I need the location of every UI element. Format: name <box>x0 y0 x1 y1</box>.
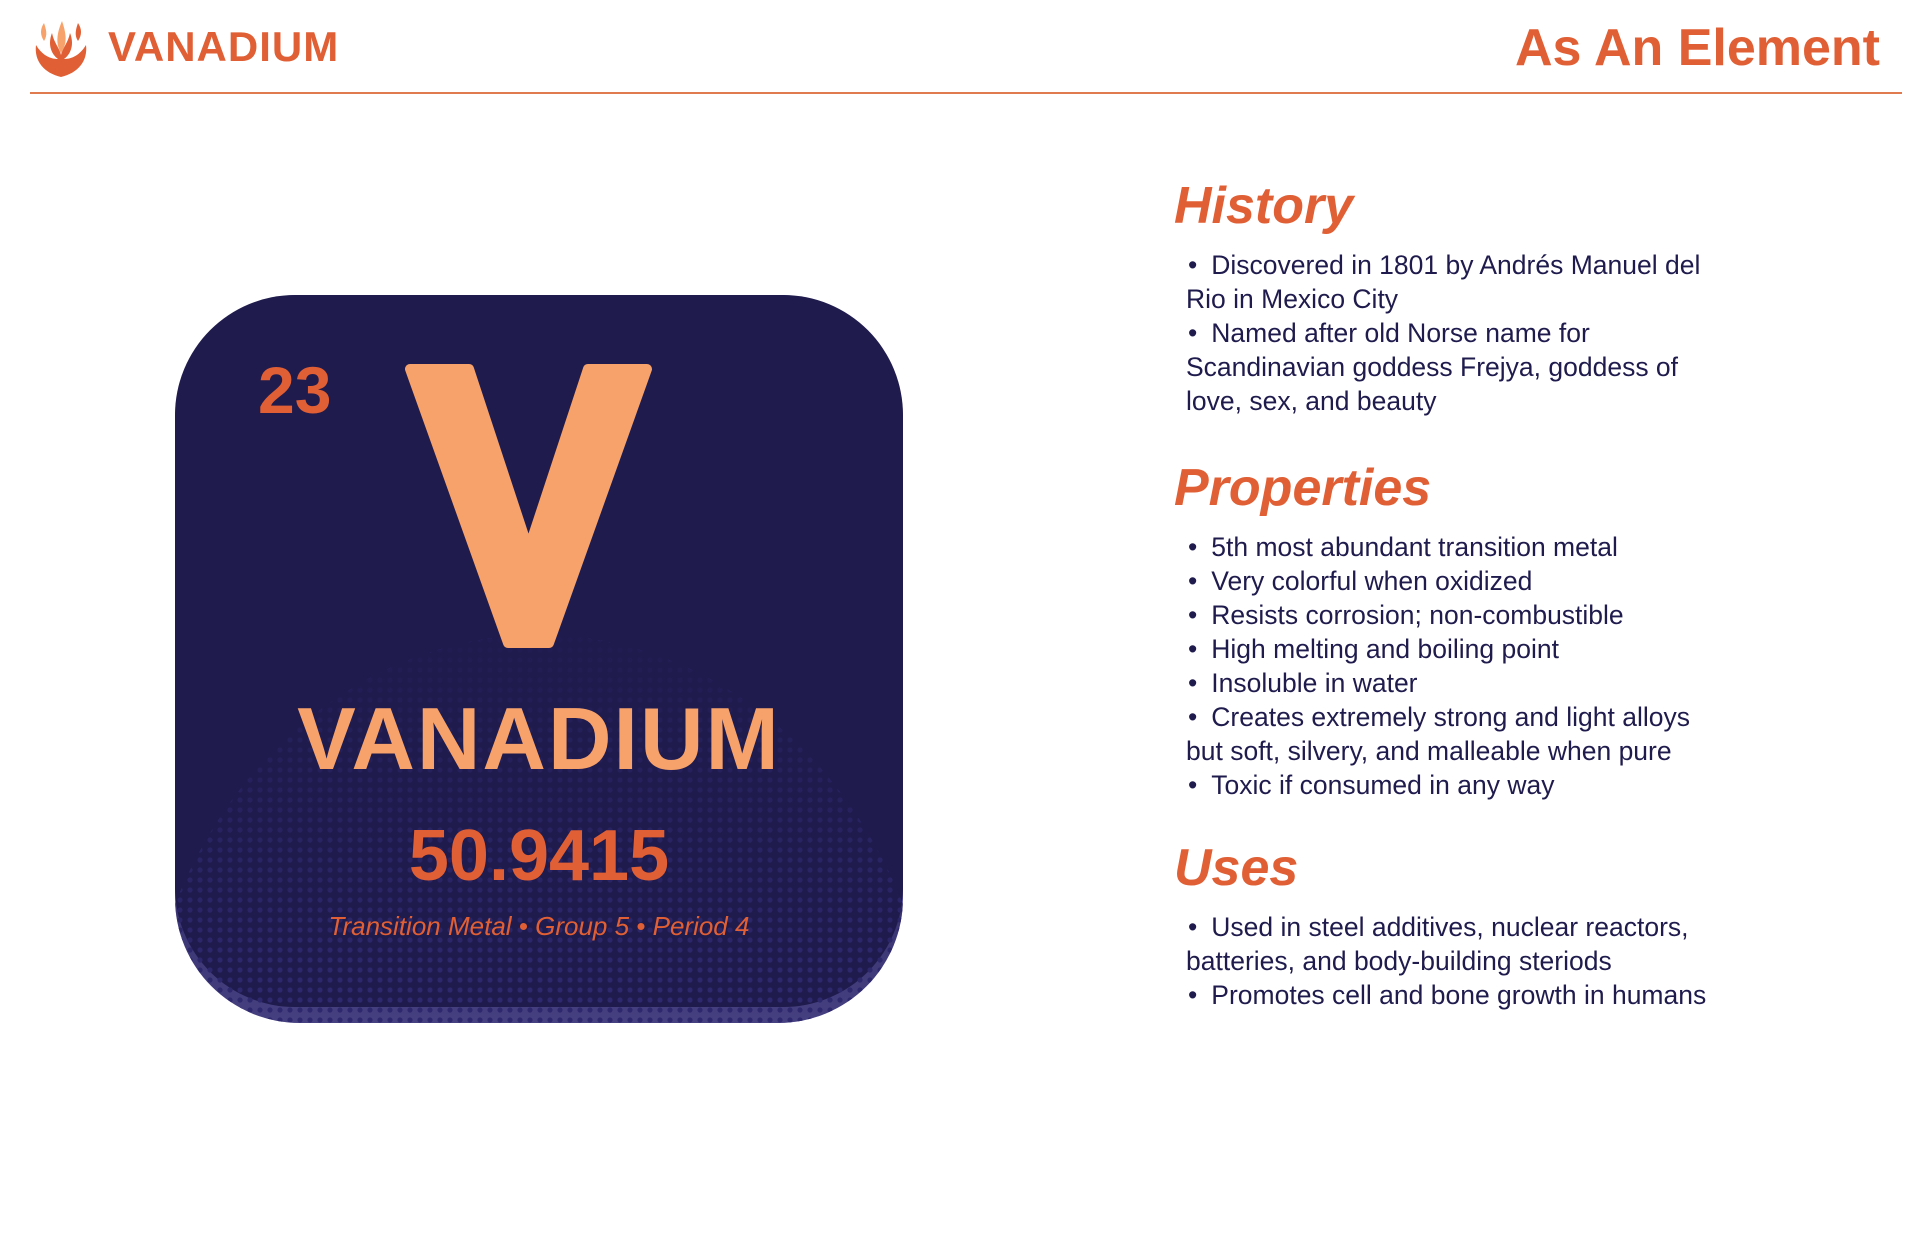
section-title-uses: Uses <box>1174 839 1299 897</box>
flame-hands-icon <box>32 15 90 79</box>
list-item: • Named after old Norse name for Scandinavian goddess Frejya, goddess of love, sex, and beauty <box>1186 316 1734 418</box>
atomic-mass: 50.9415 <box>408 816 670 896</box>
list-item: • Toxic if consumed in any way <box>1186 768 1734 802</box>
history-list <box>1186 248 1734 418</box>
history-section <box>1174 178 1734 418</box>
list-item: • Discovered in 1801 by Andrés Manuel del Rio in Mexico City <box>1186 248 1734 316</box>
atomic-number: 23 <box>258 353 332 427</box>
list-item: • Very colorful when oxidized <box>1186 564 1734 598</box>
list-item: • Creates extremely strong and light alloys but soft, silvery, and malleable when pure <box>1186 700 1734 768</box>
element-name: VANADIUM <box>297 689 781 788</box>
list-item: • Insoluble in water <box>1186 666 1734 700</box>
properties-list <box>1186 530 1734 802</box>
list-item: • Promotes cell and bone growth in humans <box>1186 978 1734 1012</box>
element-tile <box>175 295 903 1023</box>
page-title: As An Element <box>1514 19 1880 77</box>
list-item: • Used in steel additives, nuclear reactors, batteries, and body-building steriods <box>1186 910 1734 978</box>
uses-list <box>1186 910 1734 1012</box>
element-category: Transition Metal • Group 5 • Period 4 <box>328 911 750 941</box>
brand-name: VANADIUM <box>108 23 340 70</box>
brand[interactable] <box>32 14 339 80</box>
info-panel <box>1174 178 1734 1012</box>
section-title-history: History <box>1174 177 1354 235</box>
header-divider <box>30 92 1902 94</box>
properties-section <box>1174 460 1734 802</box>
list-item: • 5th most abundant transition metal <box>1186 530 1734 564</box>
uses-section <box>1174 840 1734 1012</box>
section-title-properties: Properties <box>1174 459 1432 517</box>
list-item: • High melting and boiling point <box>1186 632 1734 666</box>
list-item: • Resists corrosion; non-combustible <box>1186 598 1734 632</box>
